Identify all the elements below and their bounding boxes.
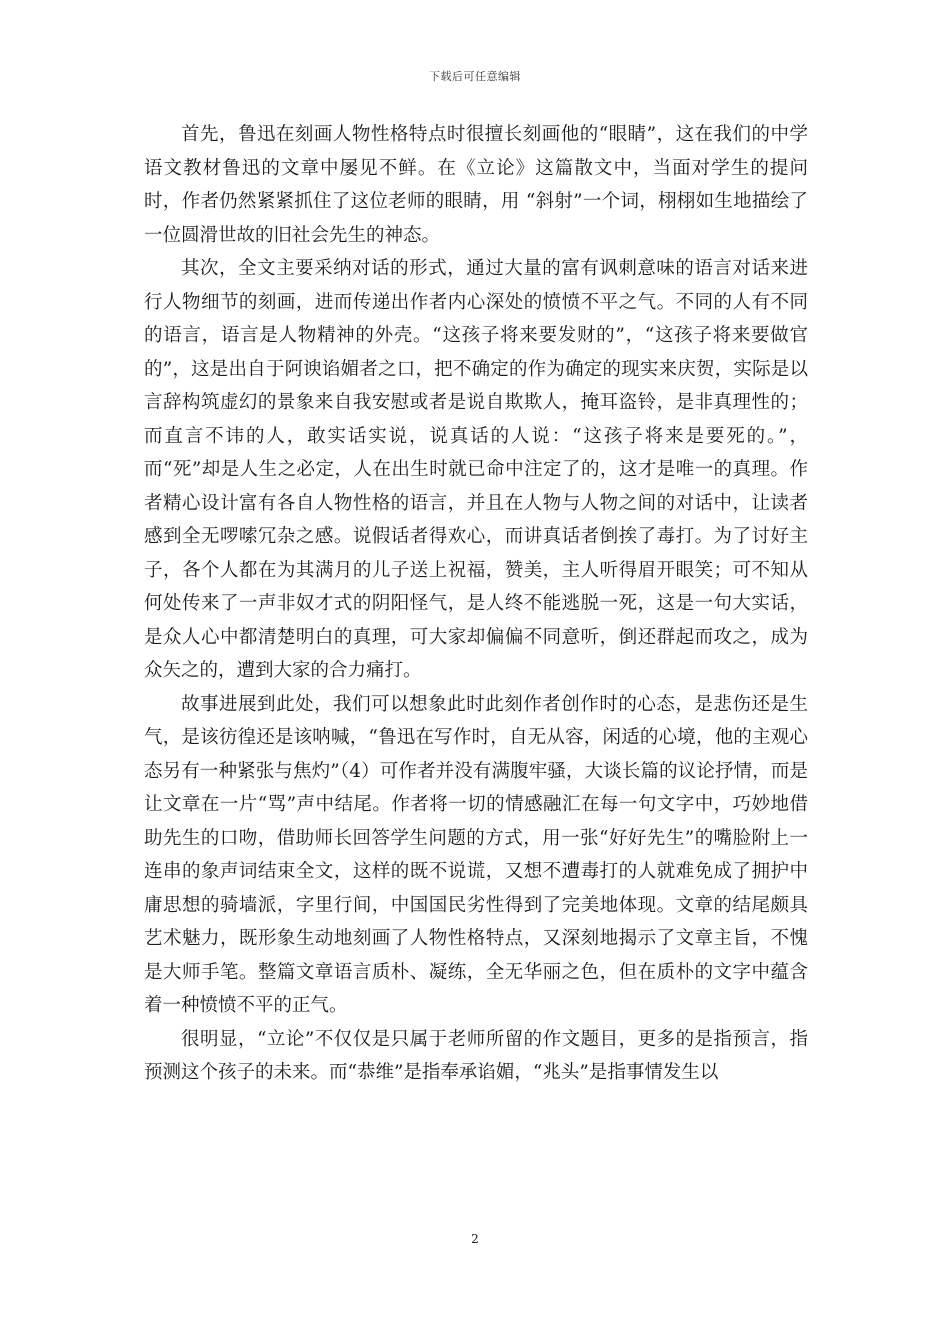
page-number: 2 bbox=[471, 1232, 479, 1246]
paragraph-4: 很明显，“立论”不仅仅是只属于老师所留的作文题目，更多的是指预言，指预测这个孩子的未来。而“恭维”是指奉承谄媚，“兆头”是指事情发生以 bbox=[144, 1028, 808, 1083]
paragraph-1: 首先，鲁迅在刻画人物性格特点时很擅长刻画他的“眼睛”，这在我们的中学语文教材鲁迅的文章中屡见不鲜。在《立论》这篇散文中，当面对学生的提问时，作者仍然紧紧抓住了这位老师的眼睛，用 “斜射”一个词，栩栩如生地描绘了一位圆滑世故的旧社会先生的神态。 bbox=[144, 124, 808, 246]
paragraph-3: 故事进展到此处，我们可以想象此时此刻作者创作时的心态，是悲伤还是生气，是该彷徨还是该呐喊，“鲁迅在写作时，自无从容，闲适的心境，他的主观心态另有一种紧张与焦灼”（4）可作者并没有满腹牢骚，大谈长篇的议论抒情，而是让文章在一片“骂”声中结尾。作者将一切的情感融汇在每一句文字中，巧妙地借助先生的口吻，借助师长回答学生问题的方式，用一张“好好先生”的嘴脸附上一连串的象声词结束全文，这样的既不说谎，又想不遭毒打的人就难免成了拥护中庸思想的骑墙派，字里行间，中国国民劣性得到了完美地体现。文章的结尾颇具艺术魅力，既形象生动地刻画了人物性格特点，又深刻地揭示了文章主旨，不愧是大师手笔。整篇文章语言质朴、凝练，全无华丽之色，但在质朴的文字中蕴含着一种愤愤不平的正气。 bbox=[144, 693, 808, 1016]
document-body bbox=[144, 118, 808, 1090]
paragraph-2: 其次，全文主要采纳对话的形式，通过大量的富有讽刺意味的语言对话来进行人物细节的刻画，进而传递出作者内心深处的愤愤不平之气。不同的人有不同的语言，语言是人物精神的外壳。“这孩子将来要发财的”，“这孩子将来要做官的”，这是出自于阿谀谄媚者之口，把不确定的作为确定的现实来庆贺，实际是以言辞构筑虚幻的景象来自我安慰或者是说自欺欺人，掩耳盗铃，是非真理性的；而直言不讳的人，敢实话实说，说真话的人说：“这孩子将来是要死的。”，而“死”却是人生之必定，人在出生时就已命中注定了的，这才是唯一的真理。作者精心设计富有各自人物性格的语言，并且在人物与人物之间的对话中，让读者感到全无啰嗦冗杂之感。说假话者得欢心，而讲真话者倒挨了毒打。为了讨好主子，各个人都在为其满月的儿子送上祝福，赞美，主人听得眉开眼笑；可不知从何处传来了一声非奴才式的阴阳怪气，是人终不能逃脱一死，这是一句大实话，是众人心中都清楚明白的真理，可大家却偏偏不同意听，倒还群起而攻之，成为众矢之的，遭到大家的合力痛打。 bbox=[144, 258, 808, 681]
page-header: 下载后可任意编辑 bbox=[429, 70, 521, 83]
